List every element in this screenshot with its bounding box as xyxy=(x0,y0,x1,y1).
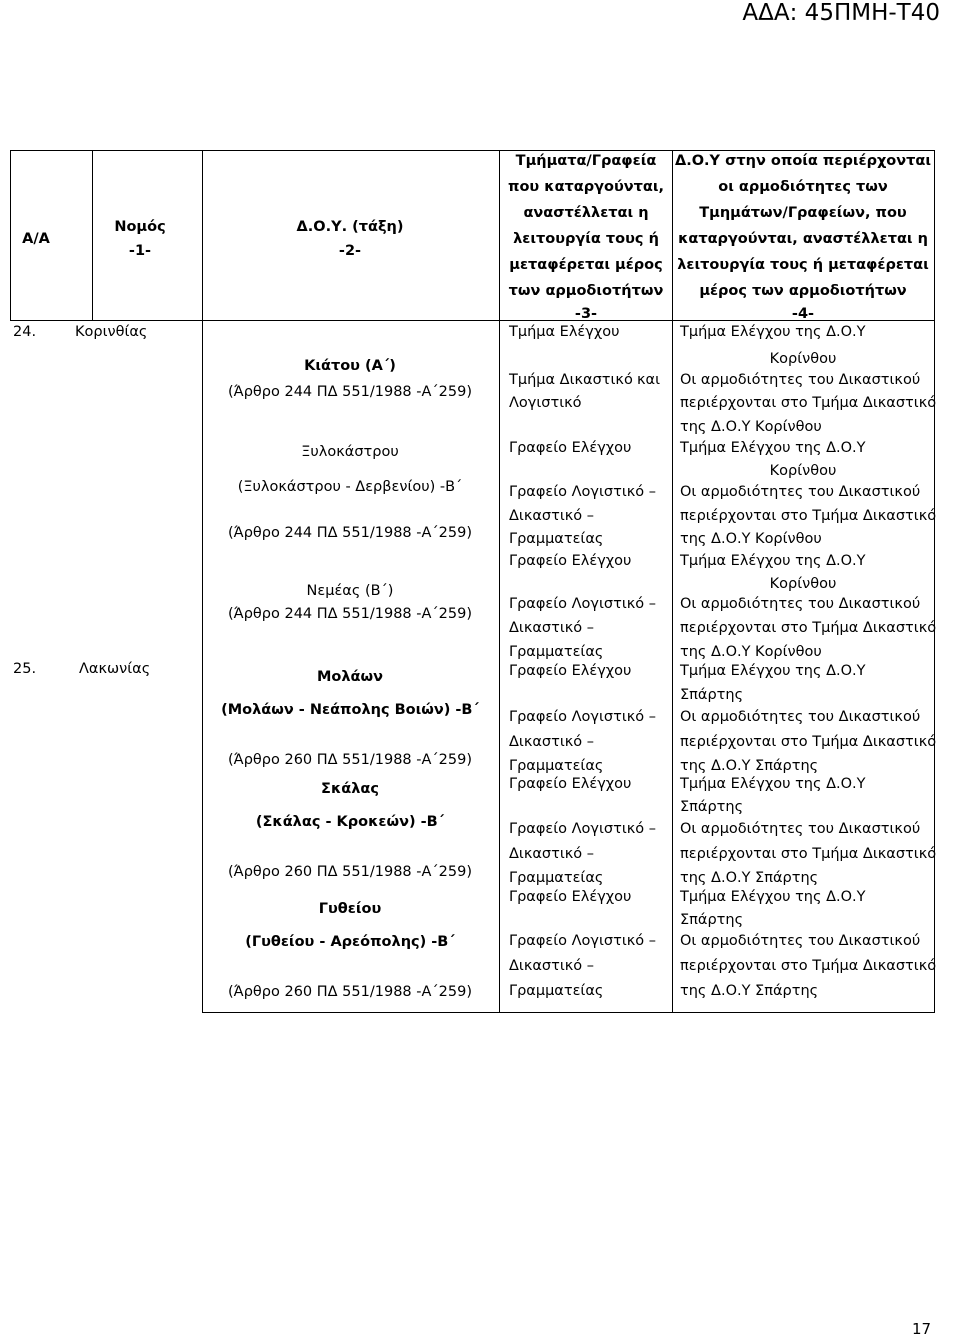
col3-text: Δικαστικό – xyxy=(509,620,595,636)
col4-text: περιέρχονται στο Τμήμα Δικαστικό xyxy=(680,620,937,636)
doy-xylo-name: Ξυλοκάστρου xyxy=(301,444,399,460)
doy-skala-law: (Άρθρο 260 ΠΔ 551/1988 -Α΄259) xyxy=(228,864,472,880)
header-doy-num: -2- xyxy=(338,243,362,259)
row-number: 24. xyxy=(13,324,37,340)
col3-text: Γραφείο Ελέγχου xyxy=(509,440,632,456)
col4-text: Οι αρμοδιότητες του Δικαστικού xyxy=(680,372,921,388)
col4-text: Σπάρτης xyxy=(680,799,744,815)
col3-text: Γραμματείας xyxy=(509,758,604,774)
doy-molaoi-name: Μολάων xyxy=(316,669,384,685)
col4-text: περιέρχονται στο Τμήμα Δικαστικό xyxy=(680,508,937,524)
header-col3-line: μεταφέρεται μέρος xyxy=(509,257,663,273)
doy-gytheio-name: Γυθείου xyxy=(318,901,382,917)
doy-kiato-name: Κιάτου (Α΄) xyxy=(304,358,396,374)
col4-text: περιέρχονται στο Τμήμα Δικαστικό xyxy=(680,395,937,411)
col4-text: Τμήμα Ελέγχου της Δ.Ο.Υ xyxy=(680,324,866,340)
doy-nemea-name: Νεμέας (Β΄) xyxy=(306,583,394,599)
header-nomos-num: -1- xyxy=(128,243,152,259)
col4-text: Οι αρμοδιότητες του Δικαστικού xyxy=(680,933,921,949)
doy-kiato-law: (Άρθρο 244 ΠΔ 551/1988 -Α΄259) xyxy=(228,384,472,400)
header-col3-line: αναστέλλεται η xyxy=(523,205,649,221)
col3-text: Δικαστικό – xyxy=(509,734,595,750)
col4-text: Τμήμα Ελέγχου της Δ.Ο.Υ xyxy=(680,889,866,905)
col4-text: περιέρχονται στο Τμήμα Δικαστικό xyxy=(680,958,937,974)
col3-text: Γραφείο Λογιστικό – xyxy=(509,709,657,725)
col3-text: Γραφείο Ελέγχου xyxy=(509,889,632,905)
col4-text: της Δ.Ο.Υ Σπάρτης xyxy=(680,870,819,886)
doy-molaoi-law: (Άρθρο 260 ΠΔ 551/1988 -Α΄259) xyxy=(228,752,472,768)
col3-text: Γραφείο Ελέγχου xyxy=(509,663,632,679)
doy-skala-sub: (Σκάλας - Κροκεών) -Β΄ xyxy=(255,814,445,830)
header-col4-line: καταργούνται, αναστέλλεται η xyxy=(678,231,928,247)
col4-text: Τμήμα Ελέγχου της Δ.Ο.Υ xyxy=(680,663,866,679)
col4-text: Οι αρμοδιότητες του Δικαστικού xyxy=(680,596,921,612)
col3-text: Δικαστικό – xyxy=(509,508,595,524)
col3-text: Δικαστικό – xyxy=(509,846,595,862)
col3-text: Γραφείο Ελέγχου xyxy=(509,553,632,569)
header-col3-line: λειτουργία τους ή xyxy=(513,231,659,247)
document-code: ΑΔΑ: 45ΠΜΗ-Τ40 xyxy=(742,0,940,26)
header-col4-line: λειτουργία τους ή μεταφέρεται xyxy=(677,257,929,273)
doy-gytheio-sub: (Γυθείου - Αρεόπολης) -Β΄ xyxy=(245,934,455,950)
col3-text: Δικαστικό – xyxy=(509,958,595,974)
col4-text: περιέρχονται στο Τμήμα Δικαστικό xyxy=(680,734,937,750)
col4-text: περιέρχονται στο Τμήμα Δικαστικό xyxy=(680,846,937,862)
col3-text: Γραφείο Λογιστικό – xyxy=(509,821,657,837)
col3-text: Γραφείο Λογιστικό – xyxy=(509,484,657,500)
col3-text: Γραμματείας xyxy=(509,531,604,547)
header-col4-num: -4- xyxy=(791,306,815,322)
doy-gytheio-law: (Άρθρο 260 ΠΔ 551/1988 -Α΄259) xyxy=(228,984,472,1000)
col4-text: Τμήμα Ελέγχου της Δ.Ο.Υ xyxy=(680,440,866,456)
header-aa: Α/Α xyxy=(22,231,50,247)
col4-text: Οι αρμοδιότητες του Δικαστικού xyxy=(680,484,921,500)
col4-text: Κορίνθου xyxy=(769,576,837,592)
col3-text: Γραφείο Λογιστικό – xyxy=(509,596,657,612)
doy-skala-name: Σκάλας xyxy=(321,781,379,797)
col4-text: Σπάρτης xyxy=(680,912,744,928)
col4-text: της Δ.Ο.Υ Σπάρτης xyxy=(680,758,819,774)
doy-molaoi-sub: (Μολάων - Νεάπολης Βοιών) -Β΄ xyxy=(221,702,479,718)
col3-text: Γραμματείας xyxy=(509,644,604,660)
col4-text: της Δ.Ο.Υ Κορίνθου xyxy=(680,531,822,547)
col3-text: Γραμματείας xyxy=(509,983,604,999)
header-col4-line: οι αρμοδιότητες των xyxy=(718,179,888,195)
col3-text: Γραμματείας xyxy=(509,870,604,886)
col4-text: Κορίνθου xyxy=(769,463,837,479)
header-col3-line: των αρμοδιοτήτων xyxy=(508,283,664,299)
nomos-name: Λακωνίας xyxy=(79,661,151,677)
col3-text: Τμήμα Δικαστικό xyxy=(509,372,633,388)
header-col4-line: Τμημάτων/Γραφείων, που xyxy=(699,205,907,221)
col3-text: Γραφείο Λογιστικό – xyxy=(509,933,657,949)
col4-text: Σπάρτης xyxy=(680,687,744,703)
col4-text: της Δ.Ο.Υ Κορίνθου xyxy=(680,419,822,435)
header-nomos: Νομός xyxy=(114,219,166,235)
col4-text: της Δ.Ο.Υ Κορίνθου xyxy=(680,644,822,660)
col4-text: Οι αρμοδιότητες του Δικαστικού xyxy=(680,821,921,837)
doy-xylo-law: (Άρθρο 244 ΠΔ 551/1988 -Α΄259) xyxy=(228,525,472,541)
col4-text: Τμήμα Ελέγχου της Δ.Ο.Υ xyxy=(680,776,866,792)
col4-text: Κορίνθου xyxy=(769,351,837,367)
col4-text: Οι αρμοδιότητες του Δικαστικού xyxy=(680,709,921,725)
header-doy: Δ.Ο.Υ. (τάξη) xyxy=(296,219,404,235)
col4-text: της Δ.Ο.Υ Σπάρτης xyxy=(680,983,819,999)
header-col3-num: -3- xyxy=(574,306,598,322)
header-col4-line: μέρος των αρμοδιοτήτων xyxy=(699,283,907,299)
header-col3-line: που καταργούνται, xyxy=(507,179,665,195)
doy-nemea-law: (Άρθρο 244 ΠΔ 551/1988 -Α΄259) xyxy=(228,606,472,622)
header-col3-line: Τμήματα/Γραφεία xyxy=(515,153,657,169)
col3-text: Λογιστικό xyxy=(509,395,582,411)
row-number: 25. xyxy=(13,661,37,677)
page-number: 17 xyxy=(912,1320,932,1338)
nomos-name: Κορινθίας xyxy=(75,324,148,340)
col3-text: Γραφείο Ελέγχου xyxy=(509,776,632,792)
col3-text: Τμήμα Ελέγχου xyxy=(509,324,620,340)
col3-text: και xyxy=(637,372,661,388)
header-col4-line: Δ.Ο.Υ στην οποία περιέρχονται xyxy=(674,153,932,169)
col4-text: Τμήμα Ελέγχου της Δ.Ο.Υ xyxy=(680,553,866,569)
doy-xylo-sub: (Ξυλοκάστρου - Δερβενίου) -Β΄ xyxy=(237,479,463,495)
